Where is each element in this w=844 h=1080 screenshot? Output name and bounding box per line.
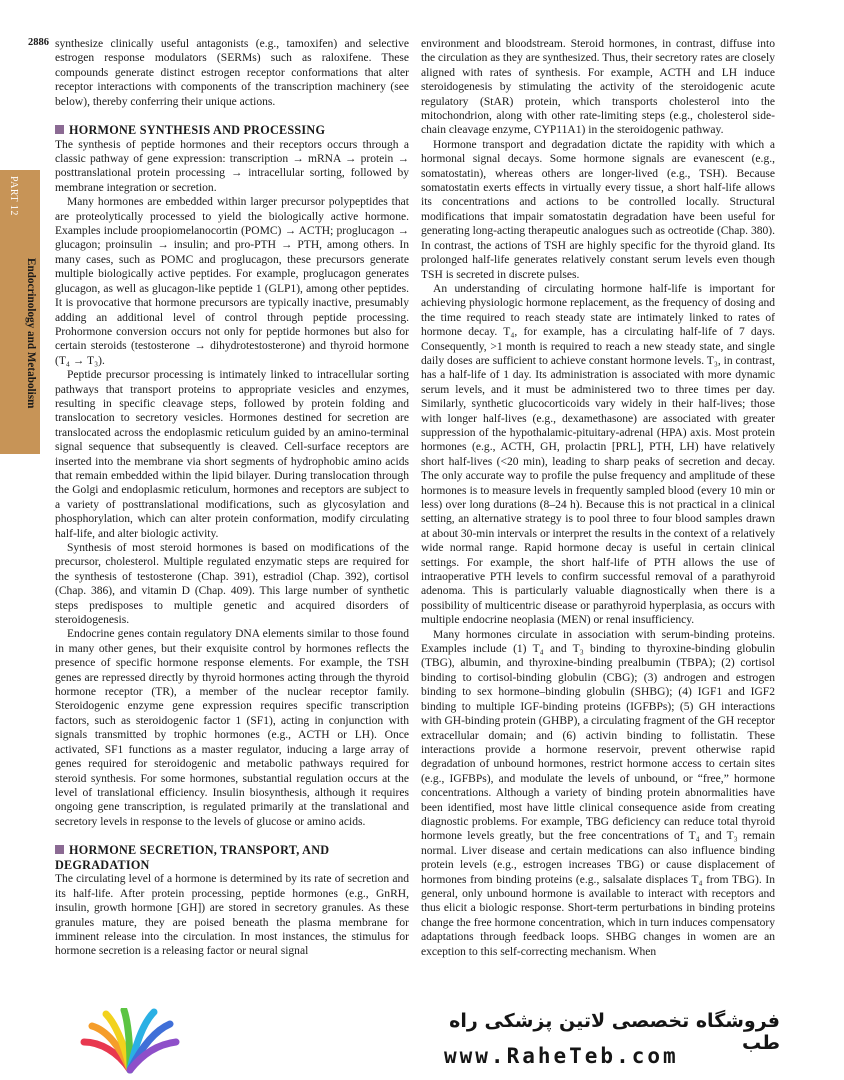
store-name-arabic: فروشگاه تخصصی لاتین پزشکی راه طب: [449, 1010, 780, 1054]
paragraph: An understanding of circulating hormone half-life is important for achieving physiologic hormone replacement, as the frequency of dosing and the time required to reach steady state are intimately linked to rates of hormone decay. T₄, for example, has a circulating half-life of 7 days. Consequently, >1 month is required to reach a new steady state, and single daily doses are sufficient to achieve constant hormone levels. T₃, in contrast, has a half-life of 1 day. Its administration is associated with more dynamic serum levels, and it must be administered two to three times per day. Similarly, synthetic glucocorticoids vary widely in their half-lives; those with longer half-lives (e.g., dexamethasone) are associated with greater suppression of the hypothalamic-pituitary-adrenal (HPA) axis. Most protein hormones (e.g., ACTH, GH, prolactin [PRL], PTH, LH) have relatively short half-lives (<20 min), leading to sharp peaks of secretion and decay. The only accurate way to profile the pulse frequency and amplitude of these hormones is to measure levels in frequently sampled blood (every 10 min or less) over long durations (8–24 h). Because this is not practical in a clinical setting, an alternative strategy is to pool three to four blood samples drawn at about 30-min intervals or interpret the results in the context of a relatively wide normal range. Rapid hormone decay is useful in certain clinical settings. For example, the short half-life of PTH allows the use of intraoperative PTH levels to confirm successful removal of a parathyroid adenoma. This is particularly valuable diagnostically when there is a possibility of multicentric disease or parathyroid hyperplasia, as occurs with multiple endocrine neoplasia (MEN) or renal insufficiency.: [421, 282, 775, 627]
website-url[interactable]: www.RaheTeb.com: [444, 1044, 679, 1068]
paragraph: synthesize clinically useful antagonists (e.g., tamoxifen) and selective estrogen response modulators (SERMs) such as raloxifene. These compounds generate distinct estrogen receptor conformations that alter receptor interactions with components of the transcription machinery (see below), thereby conferring their unique actions.: [55, 38, 409, 108]
heading-square-icon: [55, 125, 64, 134]
paragraph: The synthesis of peptide hormones and their receptors occurs through a classic pathway of gene expression: transcription → mRNA → protein → posttranslational protein processing → intracellular sorting, followed by membrane integration or secretion.: [55, 138, 409, 194]
page-number: 2886: [28, 37, 49, 48]
paragraph: Endocrine genes contain regulatory DNA elements similar to those found in many other genes, but their exquisite control by hormones reflects the presence of specific hormone response elements. For example, the TSH genes are repressed directly by thyroid hormones acting through the thyroid hormone receptor (TR), a member of the nuclear receptor family. Steroidogenic enzyme gene expression requires specific transcription factors, such as steroidogenic factor 1 (SF1), acting in conjunction with signals transmitted by trophic hormones (e.g., ACTH or LH). Once activated, SF1 functions as a master regulator, inducing a large array of genes required for steroidogenic and metabolic pathways required for steroid synthesis. For some hormones, substantial regulation occurs at the level of translational efficiency. Insulin biosynthesis, although it requires ongoing gene transcription, is regulated primarily at the translational and secretory levels in response to the levels of glucose or amino acids.: [55, 628, 409, 828]
side-tab: [0, 170, 40, 454]
left-column: [55, 37, 409, 991]
paragraph: environment and bloodstream. Steroid hormones, in contrast, diffuse into the circulation as they are synthesized. Thus, their secretory rates are closely aligned with rates of synthesis. For example, ACTH and LH induce steroidogenesis by stimulating the activity of the steroidogenic acute regulatory (StAR) protein, which transports cholesterol into the mitochondrion, along with other rate-limiting steps (e.g., cholesterol side-chain cleavage enzyme, CYP11A1) in the steroidogenic pathway.: [421, 38, 775, 137]
section-heading: [55, 843, 409, 872]
paragraph: Many hormones are embedded within larger precursor polypeptides that are proteolytically processed to yield the biologically active hormone. Examples include proopiomelanocortin (POMC) → ACTH; proglucagon → glucagon; proinsulin → insulin; and pro-PTH → PTH, among others. In many cases, such as POMC and proglucagon, these precursors generate multiple biologically active peptides. For example, proglucagon generates glucagon, as well as glucagon-like peptide 1 (GLP1), among other peptides. It is provocative that hormone precursors are typically inactive, presumably adding an additional level of control through peptide processing. Prohormone conversion occurs not only for peptide hormones but also for certain steroids (testosterone → dihydrotestosterone) and thyroid hormone (T₄ → T₃).: [55, 196, 409, 367]
open-book-rainbow-logo-icon: [78, 1008, 182, 1076]
side-tab-part: PART 12: [8, 176, 19, 216]
side-tab-title: Endocrinology and Metabolism: [25, 258, 37, 409]
paragraph: Synthesis of most steroid hormones is based on modifications of the precursor, cholesterol. Multiple regulated enzymatic steps are required for the synthesis of testosterone (Chap. 391), estradiol (Chap. 392), cortisol (Chap. 386), and vitamin D (Chap. 409). This large number of synthetic steps predisposes to multiple genetic and acquired disorders of steroidogenesis.: [55, 542, 409, 627]
section-heading: [55, 123, 409, 138]
right-column: [421, 37, 775, 991]
paragraph: Hormone transport and degradation dictate the rapidity with which a hormonal signal decays. Some hormone signals are evanescent (e.g., somatostatin), whereas others are longer-lived (e.g., TSH). Because somatostatin exerts effects in virtually every tissue, a short half-life allows its concentrations and actions to be controlled locally. Structural modifications that impair somatostatin degradation have been useful for generating long-acting therapeutic analogues such as octreotide (Chap. 380). In contrast, the actions of TSH are highly specific for the thyroid gland. Its prolonged half-life generates relatively constant serum levels even though TSH is secreted in discrete pulses.: [421, 138, 775, 281]
paragraph: Many hormones circulate in association with serum-binding proteins. Examples include (1) T₄ and T₃ binding to thyroxine-binding globulin (TBG), albumin, and thyroxine-binding prealbumin (TBPA); (2) cortisol binding to cortisol-binding globulin (CBG); (3) androgen and estrogen binding to sex hormone–binding globulin (SHBG); (4) IGF1 and IGF2 binding to multiple IGF-binding proteins (IGFBPs); (5) GH interactions with GH-binding protein (GHBP), a circulating fragment of the GH receptor extracellular domain; and (6) activin binding to follistatin. These interactions provide a hormone reservoir, prevent otherwise rapid degradation of unbound hormones, restrict hormone access to certain sites (e.g., IGFBPs), and modulate the levels of unbound, or “free,” hormone concentrations. Although a variety of binding protein abnormalities have been identified, most have little clinical consequence aside from creating diagnostic problems. For example, TBG deficiency can reduce total thyroid hormone levels greatly, but the free concentrations of T₄ and T₃ remain normal. Liver disease and certain medications can also influence binding protein levels (e.g., estrogen increases TBG) or cause displacement of hormones from binding proteins (e.g., salsalate displaces T₄ from TBG). In general, only unbound hormone is available to interact with receptors and thus elicit a biologic response. Short-term perturbations in binding proteins change the free hormone concentration, which in turn induces compensatory adaptations through feedback loops. SHBG changes in women are an exception to this self-correcting mechanism. When: [421, 628, 775, 958]
section-heading-text: HORMONE SECRETION, TRANSPORT, AND DEGRADATION: [55, 843, 330, 872]
section-heading-text: HORMONE SYNTHESIS AND PROCESSING: [69, 123, 326, 138]
heading-square-icon: [55, 845, 64, 854]
paragraph: Peptide precursor processing is intimately linked to intracellular sorting pathways that transport proteins to appropriate vesicles and enzymes, resulting in specific cleavage steps, followed by protein folding and translocation to secretory vesicles. Hormones destined for secretion are translocated across the endoplasmic reticulum guided by an amino-terminal signal sequence that subsequently is cleaved. Cell-surface receptors are inserted into the membrane via short segments of hydrophobic amino acids that remain embedded within the lipid bilayer. During translocation through the Golgi and endoplasmic reticulum, hormones and receptors are subject to a variety of posttranslational modifications, such as glycosylation and phosphorylation, which can alter protein conformation, modify circulating half-life, and alter biologic activity.: [55, 369, 409, 540]
paragraph: The circulating level of a hormone is determined by its rate of secretion and its half-life. After protein processing, peptide hormones (e.g., GnRH, insulin, growth hormone [GH]) are stored in secretory granules. As these granules mature, they are poised beneath the plasma membrane for imminent release into the circulation. In most instances, the stimulus for hormone secretion is a releasing factor or neural signal: [55, 873, 409, 958]
